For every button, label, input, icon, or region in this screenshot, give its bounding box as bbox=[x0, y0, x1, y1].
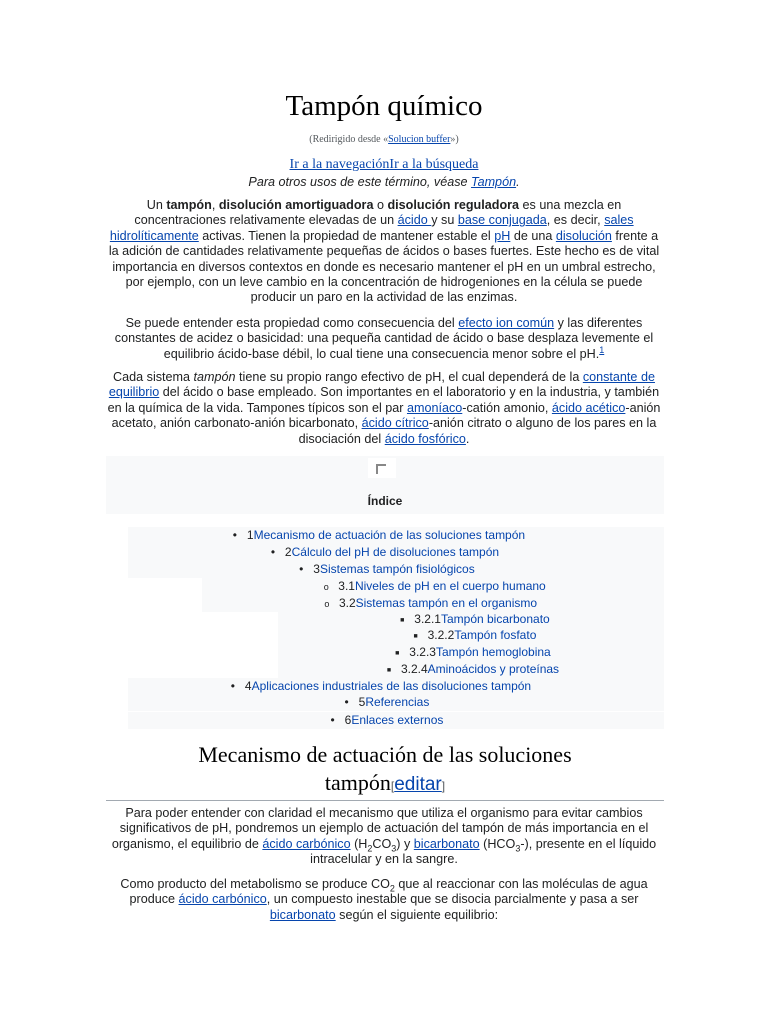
link-efecto-ion-comun[interactable]: efecto ion común bbox=[458, 316, 555, 330]
link-hidroliticamente[interactable]: hidrolíticamente bbox=[109, 228, 199, 243]
link-bicarbonato-2[interactable]: bicarbonato bbox=[269, 907, 336, 922]
link-amoniaco[interactable]: amoníaco bbox=[406, 400, 463, 415]
bullet-icon: • bbox=[299, 562, 304, 576]
link-acido-carbonico[interactable]: ácido carbónico bbox=[262, 836, 351, 851]
toc-toggle-icon bbox=[376, 464, 386, 474]
section-heading-mecanismo: Mecanismo de actuación de las soluciones tampón[editar] bbox=[198, 742, 572, 795]
toc-row bbox=[0, 578, 768, 595]
paragraph-metabolismo: Como producto del metabolismo se produce $CO_2$ que al reaccionar con las moléculas de agua produce ácido carbónico, un compuesto inestable que se disocia parcialmente y pasa a ser bicarbonato según el siguiente equilibrio: bbox=[120, 877, 648, 922]
jump-to-navigation-link[interactable]: Ir a la navegación bbox=[289, 157, 390, 172]
toc-item-5[interactable]: • 5Referencias bbox=[0, 694, 766, 711]
bullet-icon: • bbox=[270, 545, 276, 559]
redirect-note: (Redirigido desde «Solucion buffer») bbox=[309, 134, 459, 145]
paragraph-sistema-tampon: Cada sistema tampón tiene su propio rango efectivo de pH, el cual dependerá de la constante de equilibrio del ácido o base empleado. Son importantes en el laboratorio y en la industria, y también en la química de la vida. Tampones típicos son el par amoníaco-catión amonio, ácido acético-anión acetato, anión carbonato-anión bicarbonato, ácido cítrico-anión citrato o alguno de los pares en la disociación del ácido fosfórico. bbox=[107, 370, 661, 446]
link-sales[interactable]: sales bbox=[604, 213, 634, 228]
toc-item-6[interactable]: • 6Enlaces externos bbox=[0, 712, 766, 729]
jump-to-search-link[interactable]: Ir a la búsqueda bbox=[389, 157, 479, 172]
link-base-conjugada[interactable]: base conjugada bbox=[457, 213, 547, 228]
link-acido-fosforico[interactable]: ácido fosfórico bbox=[384, 431, 466, 446]
toc-row bbox=[0, 561, 768, 578]
bullet-icon: • bbox=[330, 713, 335, 727]
reference-1-link[interactable]: 1 bbox=[599, 344, 605, 355]
link-ph[interactable]: pH bbox=[494, 228, 511, 243]
hatnote-link-tampon[interactable]: Tampón bbox=[471, 175, 517, 189]
edit-section-link[interactable]: editar bbox=[394, 774, 442, 795]
bullet-icon: • bbox=[230, 679, 235, 693]
bullet-icon: • bbox=[344, 695, 349, 709]
toc-row bbox=[0, 627, 768, 644]
toc-item-3-2-3[interactable]: ■ 3.2.3Tampón hemoglobina bbox=[84, 644, 768, 662]
toc-row bbox=[0, 712, 768, 729]
toc-item-2[interactable]: • 2Cálculo del pH de disoluciones tampón bbox=[0, 544, 764, 561]
toc-row bbox=[0, 595, 768, 612]
link-constante-equilibrio[interactable]: constante de equilibrio bbox=[108, 370, 655, 400]
toc-row bbox=[0, 527, 768, 544]
toc-row bbox=[0, 694, 768, 711]
toc-item-3-2-2[interactable]: ■ 3.2.2Tampón fosfato bbox=[86, 627, 768, 645]
toc-row bbox=[0, 661, 768, 678]
hatnote: Para otros usos de este término, véase Tampón. bbox=[248, 175, 520, 189]
toc-item-4[interactable]: • 4Aplicaciones industriales de las disoluciones tampón bbox=[0, 678, 760, 695]
toc-toggle[interactable] bbox=[368, 458, 396, 478]
toc-row bbox=[0, 644, 768, 661]
paragraph-mecanismo: Para poder entender con claridad el mecanismo que utiliza el organismo para evitar cambios significativos de pH, pondremos un ejemplo de actuación del tampón de más importancia en el organismo, el equilibrio de ácido carbónico $(H_2CO_3)$ y bicarbonato $(HCO_3-)$, presente en el líquido intracelular y en la sangre. bbox=[111, 806, 657, 867]
square-bullet-icon: ■ bbox=[386, 667, 392, 674]
square-bullet-icon: ■ bbox=[400, 617, 405, 624]
toc-row bbox=[0, 678, 768, 695]
edit-section: [editar] bbox=[390, 774, 446, 795]
toc-item-3-2-4[interactable]: ■ 3.2.4Aminoácidos y proteínas bbox=[84, 661, 768, 679]
link-disolucion[interactable]: disolución bbox=[555, 228, 612, 243]
link-acido-citrico[interactable]: ácido cítrico bbox=[361, 416, 429, 431]
toc-row bbox=[0, 611, 768, 628]
redirect-link[interactable]: Solucion buffer bbox=[388, 134, 451, 145]
circle-bullet-icon: o bbox=[324, 599, 330, 609]
intro-paragraph: Un tampón, disolución amortiguadora o disolución reguladora es una mezcla en concentraciones relativamente elevadas de un ácido y su base conjugada, es decir, sales hidrolíticamente activas. Tienen la propiedad de mantener estable el pH de una disolución frente a la adición de cantidades relativamente pequeñas de ácidos o bases fuertes. Este hecho es de vital importancia en diversos contextos en donde es necesario mantener el pH en un umbral estrecho, por ejemplo, con un leve cambio en la concentración de hidrogeniones en la célula se puede producir un paro en la actividad de las enzimas. bbox=[108, 198, 660, 305]
toc-item-3-2-1[interactable]: ■ 3.2.1Tampón bicarbonato bbox=[86, 611, 768, 629]
toc-item-3-1[interactable]: o 3.1Niveles de pH en el cuerpo humano bbox=[46, 578, 768, 596]
toc-header bbox=[106, 456, 664, 514]
page-title: Tampón químico bbox=[285, 90, 483, 122]
toc-item-3[interactable]: • 3Sistemas tampón fisiológicos bbox=[0, 561, 766, 578]
paragraph-efecto-ion: Se puede entender esta propiedad como consecuencia del efecto ion común y las diferentes constantes de acidez o basicidad: una pequeña cantidad de ácido o base desplaza levemente el equilibrio ácido-base débil, lo cual tiene una consecuencia menor sobre el pH.$^1$ bbox=[114, 316, 654, 361]
toc-item-3-2[interactable]: o 3.2Sistemas tampón en el organismo bbox=[42, 595, 768, 613]
link-acido-carbonico-2[interactable]: ácido carbónico bbox=[178, 892, 267, 907]
link-acido-acetico[interactable]: ácido acético bbox=[551, 400, 626, 415]
toc-row bbox=[0, 544, 768, 561]
toc-title: Índice bbox=[367, 494, 403, 508]
link-bicarbonato[interactable]: bicarbonato bbox=[413, 836, 480, 851]
square-bullet-icon: ■ bbox=[413, 633, 418, 640]
jump-links bbox=[0, 157, 768, 172]
square-bullet-icon: ■ bbox=[395, 650, 400, 657]
link-acido[interactable]: ácido bbox=[397, 213, 432, 228]
heading-divider bbox=[106, 800, 664, 801]
toc-item-1[interactable]: • 1Mecanismo de actuación de las soluciones tampón bbox=[0, 527, 758, 544]
bullet-icon: • bbox=[232, 528, 237, 542]
circle-bullet-icon: o bbox=[323, 582, 329, 592]
